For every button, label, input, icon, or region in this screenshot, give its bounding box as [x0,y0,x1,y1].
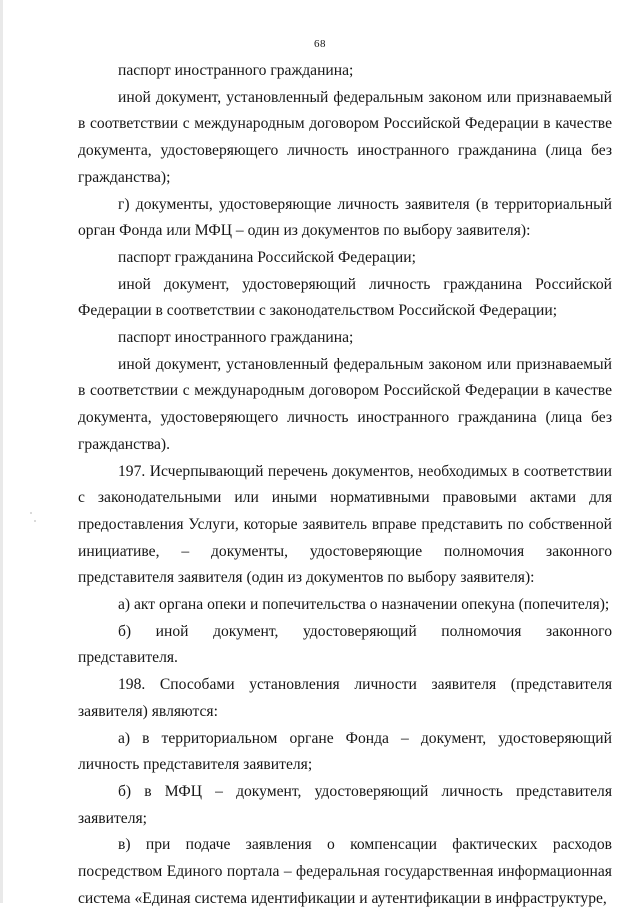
document-body [78,58,612,913]
paragraph: б) в МФЦ – документ, удостоверяющий личность представителя заявителя; [78,782,612,827]
paragraph: 197. Исчерпывающий перечень документов, необходимых в соответствии с законодательными или иными нормативными правовыми актами для предоставления Услуги, которые заявитель вправе представить по собственной инициативе, – документы, удостоверяющие полномочия законного представителя заявителя (один из документов по выбору заявителя): [78,462,612,587]
scan-artifact [34,520,36,522]
paragraph: б) иной документ, удостоверяющий полномочия законного представителя. [78,622,612,667]
paragraph: паспорт гражданина Российской Федерации; [118,248,416,266]
paragraph: иной документ, установленный федеральным законом или признаваемый в соответствии с международным договором Российской Федерации в качестве документа, удостоверяющего личность иностранного гражданина (лица без гражданства). [78,355,612,453]
paragraph: г) документы, удостоверяющие личность заявителя (в территориальный орган Фонда или МФЦ – один из документов по выбору заявителя): [78,195,612,240]
paragraph: иной документ, удостоверяющий личность гражданина Российской Федерации в соответствии с законодательством Российской Федерации; [78,275,612,320]
paragraph: иной документ, установленный федеральным законом или признаваемый в соответствии с международным договором Российской Федерации в качестве документа, удостоверяющего личность иностранного гражданина (лица без гражданства); [78,88,612,186]
scan-artifact [30,512,32,514]
paragraph: а) акт органа опеки и попечительства о назначении опекуна (попечителя); [118,596,610,614]
paragraph: а) в территориальном органе Фонда – документ, удостоверяющий личность представителя заявителя; [78,729,612,774]
paragraph: в) при подаче заявления о компенсации фактических расходов посредством Единого портала – федеральная государственная информационная система «Единая система идентификации и аутентификации в инфраструктуре, [78,836,612,907]
page-number: 68 [314,38,326,50]
paragraph: 198. Способами установления личности заявителя (представителя заявителя) являются: [78,676,612,720]
paragraph: паспорт иностранного гражданина; [118,329,354,347]
paragraph: паспорт иностранного гражданина; [118,62,354,79]
